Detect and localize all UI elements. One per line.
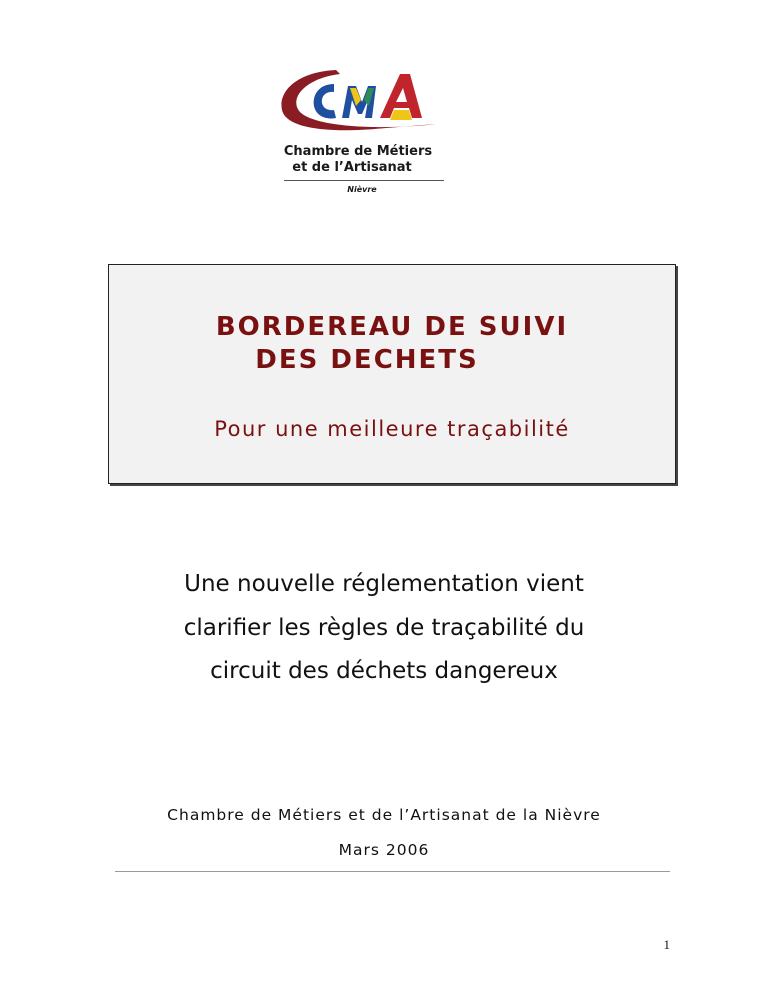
intro-line: Une nouvelle réglementation vient [184, 571, 584, 597]
cma-logo [276, 62, 448, 206]
intro-line: clarifier les règles de traçabilité du [183, 614, 585, 641]
organization-name: Chambre de Métiers et de l’Artisanat de la Nièvre [167, 806, 601, 824]
logo-text-line1: Chambre de Métiers [283, 144, 433, 159]
publication-date: Mars 2006 [338, 841, 430, 859]
intro-paragraph [0, 563, 768, 694]
document-title-line2: DES DECHETS [255, 345, 479, 375]
logo-region: Nièvre [347, 185, 377, 194]
document-title-line1: BORDEREAU DE SUIVI [215, 312, 569, 342]
logo-divider [284, 180, 444, 181]
footer-divider [115, 871, 670, 872]
title-box [108, 264, 676, 484]
page-number: 1 [663, 937, 670, 952]
document-subtitle: Pour une meilleure traçabilité [214, 417, 570, 441]
logo-text-line2: et de l’Artisanat [292, 160, 412, 175]
cma-logo-graphic [276, 62, 448, 144]
logo-letter-a-base [390, 110, 412, 120]
logo-letter-c [314, 84, 336, 119]
intro-line: circuit des déchets dangereux [210, 658, 558, 684]
document-title [109, 311, 675, 377]
